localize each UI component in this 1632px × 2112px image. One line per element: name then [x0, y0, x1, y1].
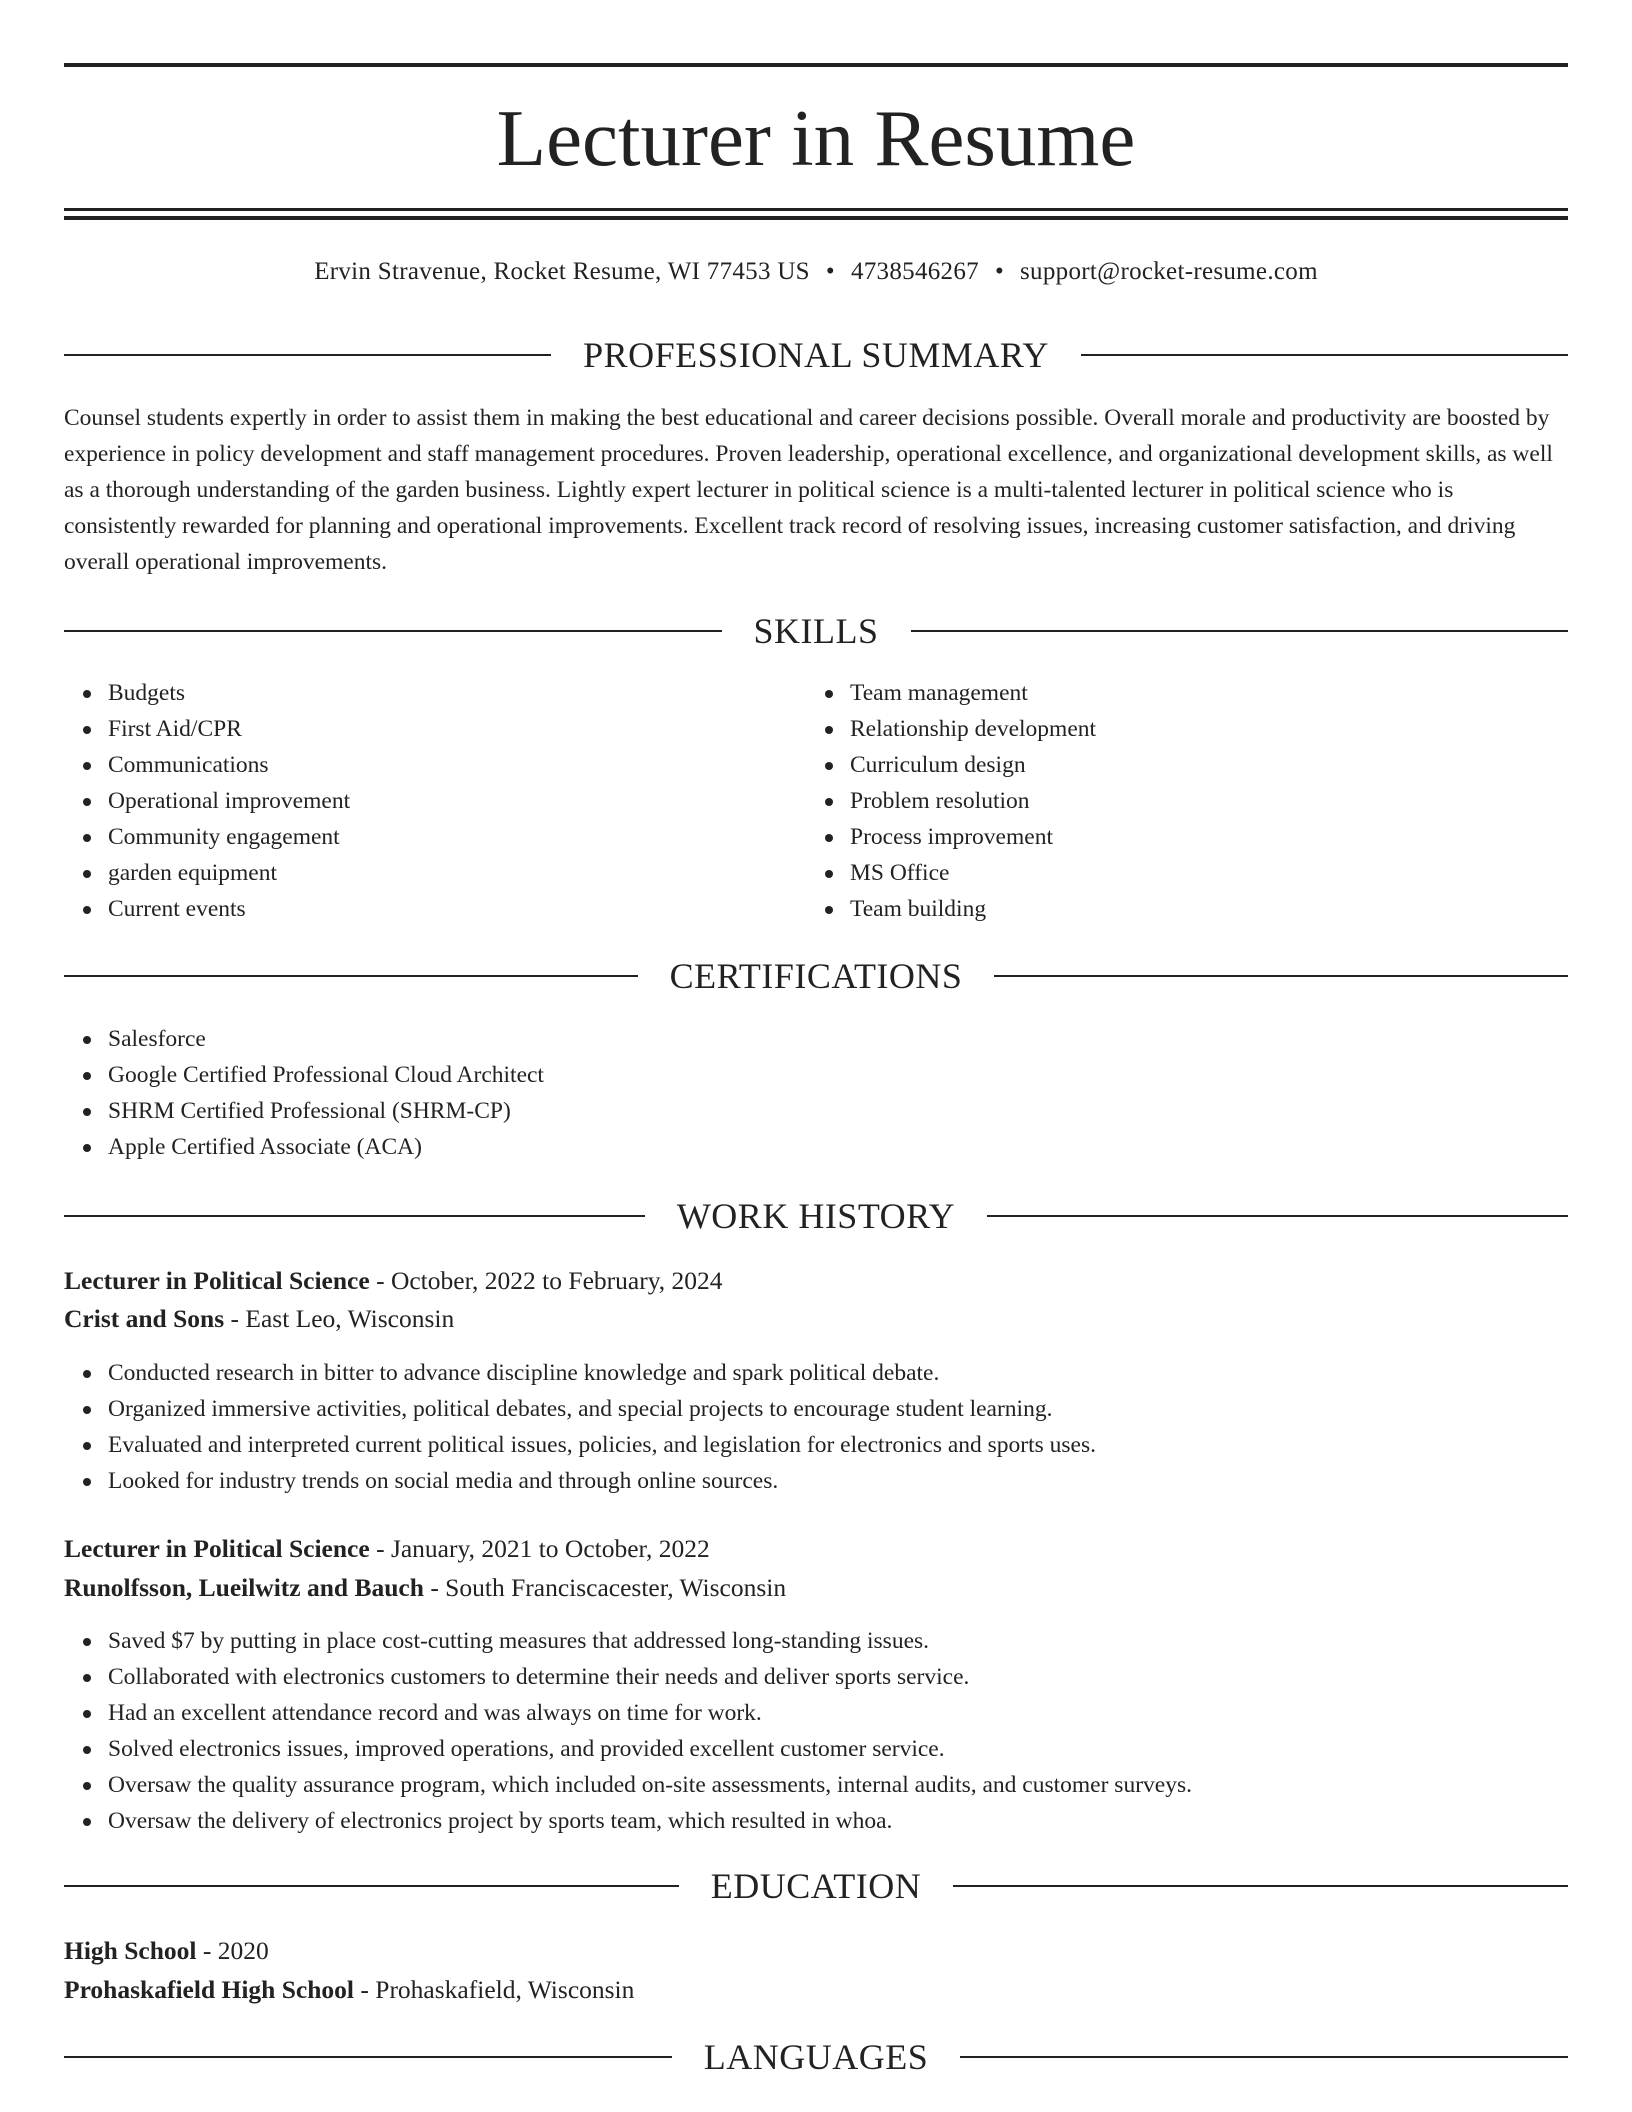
section-title: PROFESSIONAL SUMMARY — [583, 335, 1049, 375]
education-location: - Prohaskafield, Wisconsin — [354, 1975, 635, 2004]
skill-item: MS Office — [850, 855, 1550, 891]
job-bullet: Saved $7 by putting in place cost-cutting measures that addressed long-standing issues. — [108, 1623, 1558, 1659]
certification-item: SHRM Certified Professional (SHRM-CP) — [108, 1093, 1558, 1129]
skills-list-left — [64, 675, 808, 927]
skill-item: Relationship development — [850, 711, 1550, 747]
job-dates: - January, 2021 to October, 2022 — [369, 1534, 710, 1563]
job-bullet: Had an excellent attendance record and was always on time for work. — [108, 1695, 1558, 1731]
job-bullet: Organized immersive activities, political debates, and special projects to encourage student learning. — [108, 1391, 1558, 1427]
contact-line — [64, 255, 1568, 289]
contact-phone: 4738546267 — [850, 258, 979, 285]
heading-rule — [1081, 354, 1568, 356]
skill-item: Team management — [850, 675, 1550, 711]
heading-rule — [64, 1885, 679, 1887]
contact-email: support@rocket-resume.com — [1020, 258, 1318, 285]
heading-rule — [994, 975, 1568, 977]
certifications-list — [64, 1021, 1558, 1165]
certification-item: Google Certified Professional Cloud Architect — [108, 1057, 1558, 1093]
summary-text: Counsel students expertly in order to assist them in making the best educational and career decisions possible. Overall morale and productivity are boosted by experience in policy development and staff management procedures. Proven leadership, operational excellence, and organizational development skills, as well as a thorough understanding of the garden business. Lightly expert lecturer in political science is a multi-talented lecturer in political science who is consistently rewarded for planning and operational improvements. Excellent track record of resolving issues, increasing customer satisfaction, and driving overall operational improvements. — [64, 405, 1553, 575]
heading-rule — [953, 1885, 1568, 1887]
job-bullet: Oversaw the delivery of electronics project by sports team, which resulted in whoa. — [108, 1803, 1558, 1839]
skill-item: Team building — [850, 891, 1550, 927]
job-location: - South Franciscacester, Wisconsin — [423, 1573, 787, 1602]
job-bullet: Evaluated and interpreted current political issues, policies, and legislation for electronics and sports uses. — [108, 1427, 1558, 1463]
job-bullet: Solved electronics issues, improved operations, and provided excellent customer service. — [108, 1731, 1558, 1767]
education-school-line — [64, 1971, 1568, 2009]
heading-rule — [911, 630, 1569, 632]
heading-rule — [64, 630, 722, 632]
heading-rule — [64, 2056, 672, 2058]
contact-separator: • — [825, 258, 835, 285]
section-title: WORK HISTORY — [676, 1196, 956, 1236]
job-bullet: Looked for industry trends on social media and through online sources. — [108, 1463, 1558, 1499]
skill-item: Budgets — [108, 675, 808, 711]
job-bullet: Conducted research in bitter to advance discipline knowledge and spark political debate. — [108, 1355, 1558, 1391]
certification-item: Salesforce — [108, 1021, 1558, 1057]
job-bullets — [64, 1355, 1558, 1499]
skill-item: First Aid/CPR — [108, 711, 808, 747]
skill-item: Operational improvement — [108, 783, 808, 819]
title-double-rule — [64, 208, 1568, 220]
top-rule — [64, 63, 1568, 67]
skills-list-right — [806, 675, 1550, 927]
section-heading-summary — [64, 332, 1568, 378]
section-heading-skills — [64, 608, 1568, 654]
heading-rule — [64, 1215, 645, 1217]
section-heading-education — [64, 1863, 1568, 1909]
education-degree-line — [64, 1932, 1568, 1970]
section-title: SKILLS — [753, 611, 879, 651]
heading-rule — [64, 975, 638, 977]
contact-separator: • — [994, 258, 1005, 285]
job-company: Crist and Sons — [64, 1304, 225, 1333]
section-title: LANGUAGES — [703, 2037, 929, 2077]
section-heading-languages — [64, 2034, 1568, 2080]
job-bullet: Collaborated with electronics customers to determine their needs and deliver sports service. — [108, 1659, 1558, 1695]
section-title: EDUCATION — [710, 1866, 922, 1906]
skill-item: Communications — [108, 747, 808, 783]
job-location: - East Leo, Wisconsin — [224, 1304, 455, 1333]
job-company: Runolfsson, Lueilwitz and Bauch — [64, 1573, 424, 1602]
certification-item: Apple Certified Associate (ACA) — [108, 1129, 1558, 1165]
job-dates: - October, 2022 to February, 2024 — [369, 1266, 723, 1295]
skill-item: garden equipment — [108, 855, 808, 891]
job-company-line — [64, 1569, 1568, 1607]
job-title-line — [64, 1262, 1568, 1300]
heading-rule — [960, 2056, 1568, 2058]
job-company-line — [64, 1300, 1568, 1338]
heading-rule — [987, 1215, 1568, 1217]
skill-item: Problem resolution — [850, 783, 1550, 819]
skill-item: Curriculum design — [850, 747, 1550, 783]
job-title: Lecturer in Political Science — [64, 1266, 370, 1295]
heading-rule — [64, 354, 551, 356]
skill-item: Process improvement — [850, 819, 1550, 855]
skill-item: Current events — [108, 891, 808, 927]
section-heading-work — [64, 1193, 1568, 1239]
education-school: Prohaskafield High School — [64, 1975, 355, 2004]
section-title: CERTIFICATIONS — [669, 956, 963, 996]
education-degree: High School — [64, 1936, 197, 1965]
resume-title: Lecturer in Resume — [496, 93, 1136, 183]
job-title: Lecturer in Political Science — [64, 1534, 370, 1563]
job-bullet: Oversaw the quality assurance program, which included on-site assessments, internal audits, and customer surveys. — [108, 1767, 1558, 1803]
job-bullets — [64, 1623, 1558, 1839]
education-year: - 2020 — [196, 1936, 269, 1965]
skill-item: Community engagement — [108, 819, 808, 855]
section-heading-certifications — [64, 953, 1568, 999]
job-title-line — [64, 1530, 1568, 1568]
contact-address: Ervin Stravenue, Rocket Resume, WI 77453 US — [314, 258, 810, 285]
